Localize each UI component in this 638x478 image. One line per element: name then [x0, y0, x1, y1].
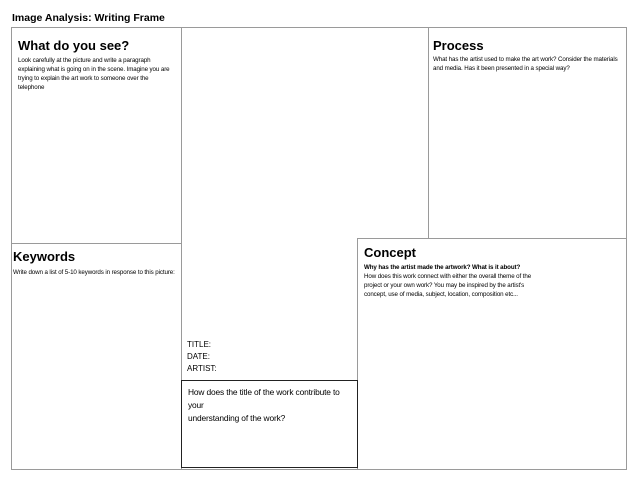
concept-question: Why has the artist made the artwork? What is it about? [364, 264, 521, 271]
process-instructions: What has the artist used to make the art work? Consider the materials and media. Has it been presented in a special way? [433, 56, 618, 72]
keywords-box[interactable] [11, 243, 182, 470]
artist-label: ARTIST: [187, 364, 217, 373]
title-question-box[interactable] [181, 380, 358, 468]
keywords-heading: Keywords [13, 249, 76, 264]
page-title: Image Analysis: Writing Frame [12, 12, 165, 24]
concept-instructions: Why has the artist made the artwork? What is it about? How does this work connect with either the overall theme of the project or your own work? You may be inspired by the artist's concept, use of media, subject, location, composition etc... [364, 263, 620, 299]
title-question-line-1: How does the title of the work contribute to your [188, 387, 340, 410]
what-do-you-see-heading: What do you see? [18, 38, 130, 53]
concept-box[interactable] [357, 238, 627, 470]
title-question-line-2: understanding of the work? [188, 413, 286, 423]
what-do-you-see-instructions: Look carefully at the picture and write a paragraph explaining what is going on in the scene. Imagine you are trying to explain the art work to someone over the telephone [18, 57, 170, 91]
keywords-instructions: Write down a list of 5-10 keywords in response to this picture: [13, 269, 175, 276]
date-label: DATE: [187, 352, 210, 361]
concept-heading: Concept [364, 245, 416, 260]
title-label: TITLE: [187, 340, 212, 349]
process-box[interactable] [428, 27, 627, 239]
process-heading: Process [433, 38, 484, 53]
what-do-you-see-box[interactable] [11, 27, 182, 244]
